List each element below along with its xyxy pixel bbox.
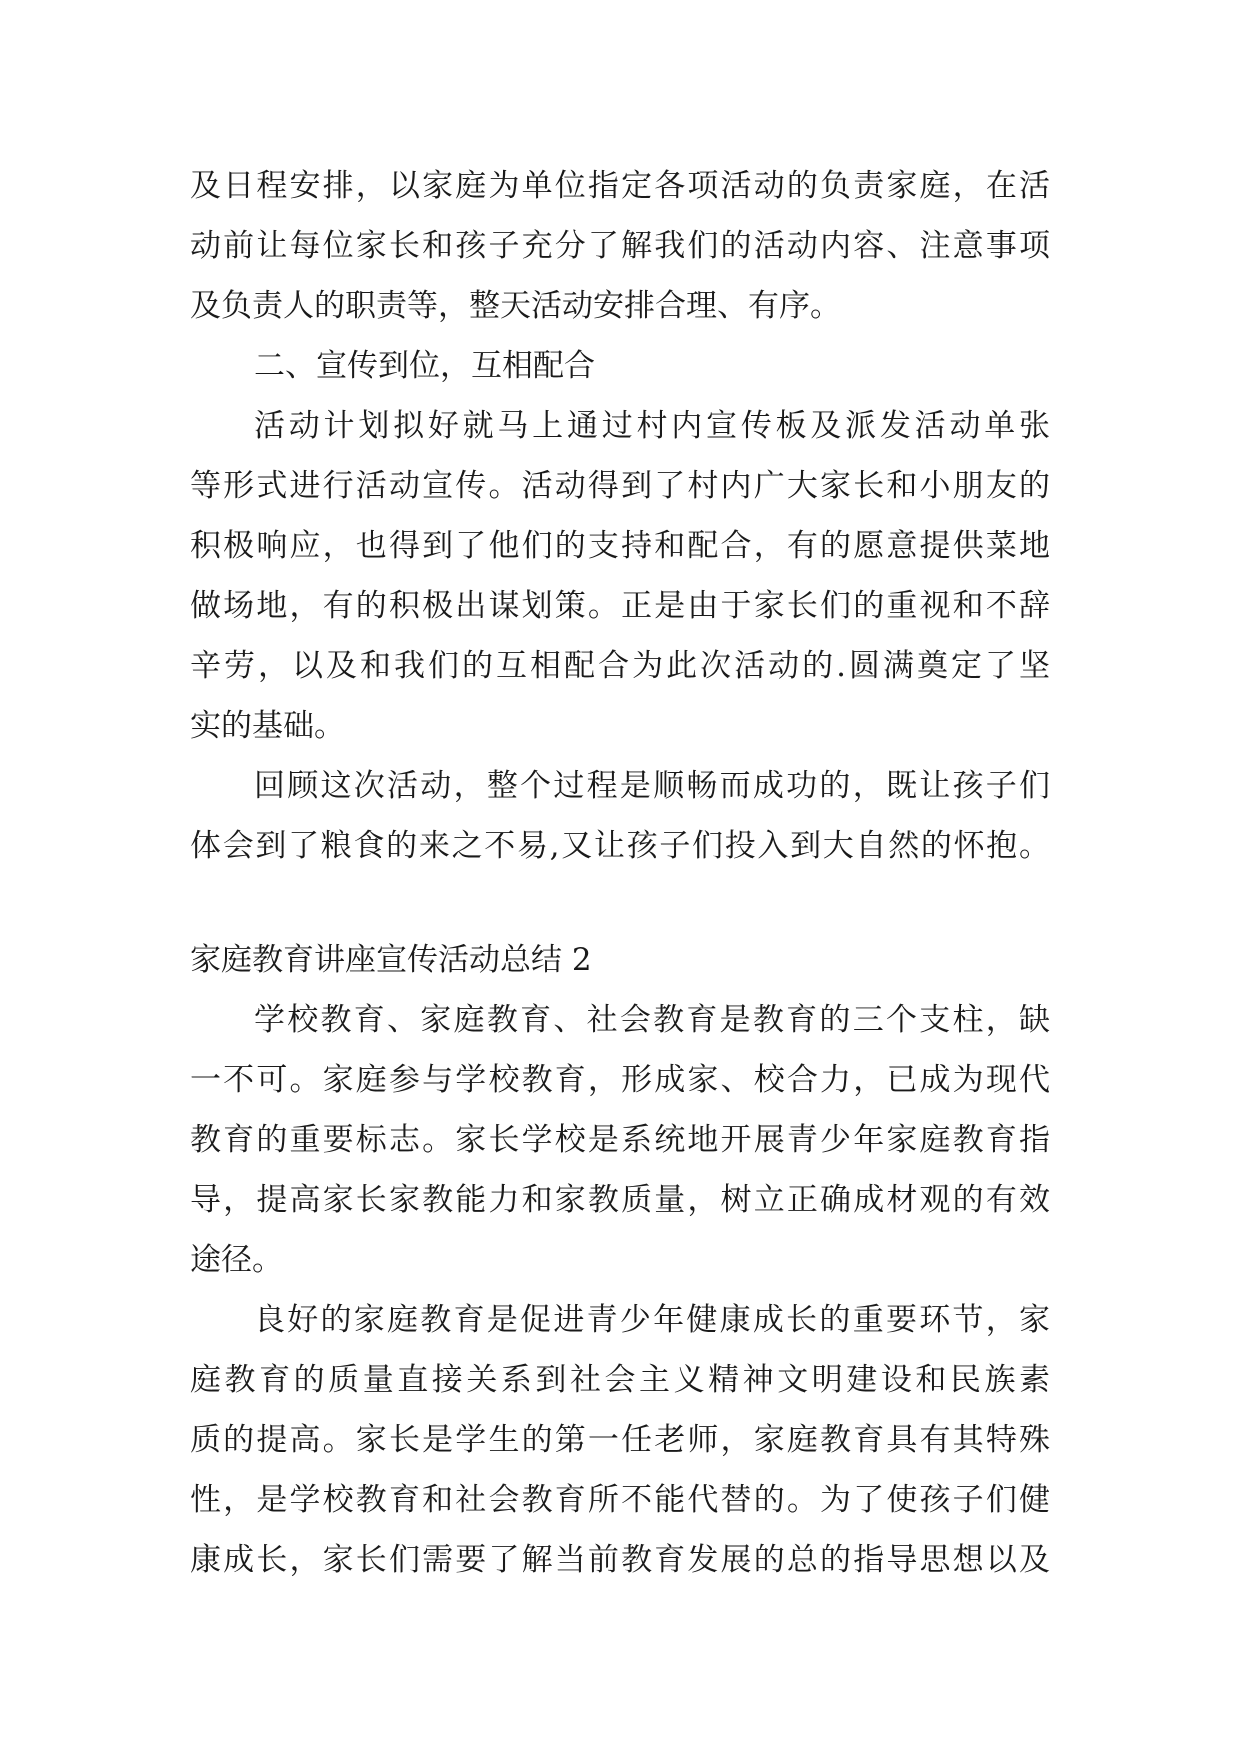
paragraph-line: 及负责人的职责等，整天活动安排合理、有序。 xyxy=(190,288,841,324)
paragraph-line: 康成长，家长们需要了解当前教育发展的总的指导思想以及 xyxy=(190,1542,1050,1578)
paragraph-line: 性，是学校教育和社会教育所不能代替的。为了使孩子们健 xyxy=(190,1482,1050,1518)
paragraph-line: 途径。 xyxy=(190,1242,283,1278)
paragraph-line: 教育的重要标志。家长学校是系统地开展青少年家庭教育指 xyxy=(190,1122,1050,1158)
paragraph-line: 等形式进行活动宣传。活动得到了村内广大家长和小朋友的 xyxy=(190,468,1050,504)
paragraph-line: 及日程安排，以家庭为单位指定各项活动的负责家庭，在活 xyxy=(190,168,1050,204)
paragraph-line: 体会到了粮食的来之不易,又让孩子们投入到大自然的怀抱。 xyxy=(190,828,1050,864)
paragraph-line: 实的基础。 xyxy=(190,708,345,744)
paragraph-line: 做场地，有的积极出谋划策。正是由于家长们的重视和不辞 xyxy=(190,588,1050,624)
paragraph-line: 活动计划拟好就马上通过村内宣传板及派发活动单张 xyxy=(254,408,1050,444)
paragraph-line: 庭教育的质量直接关系到社会主义精神文明建设和民族素 xyxy=(190,1362,1050,1398)
section-heading: 二、宣传到位，互相配合 xyxy=(254,348,595,384)
paragraph-line: 质的提高。家长是学生的第一任老师，家庭教育具有其特殊 xyxy=(190,1422,1050,1458)
paragraph-line: 动前让每位家长和孩子充分了解我们的活动内容、注意事项 xyxy=(190,228,1050,264)
paragraph-line: 一不可。家庭参与学校教育，形成家、校合力，已成为现代 xyxy=(190,1062,1050,1098)
paragraph-line: 积极响应，也得到了他们的支持和配合，有的愿意提供菜地 xyxy=(190,528,1050,564)
paragraph-line: 导，提高家长家教能力和家教质量，树立正确成材观的有效 xyxy=(190,1182,1050,1218)
paragraph-line: 学校教育、家庭教育、社会教育是教育的三个支柱，缺 xyxy=(254,1002,1050,1038)
paragraph-line: 良好的家庭教育是促进青少年健康成长的重要环节，家 xyxy=(254,1302,1050,1338)
paragraph-line: 回顾这次活动，整个过程是顺畅而成功的，既让孩子们 xyxy=(254,768,1050,804)
paragraph-line: 辛劳，以及和我们的互相配合为此次活动的.圆满奠定了坚 xyxy=(190,648,1050,684)
document-title: 家庭教育讲座宣传活动总结 2 xyxy=(190,942,592,978)
